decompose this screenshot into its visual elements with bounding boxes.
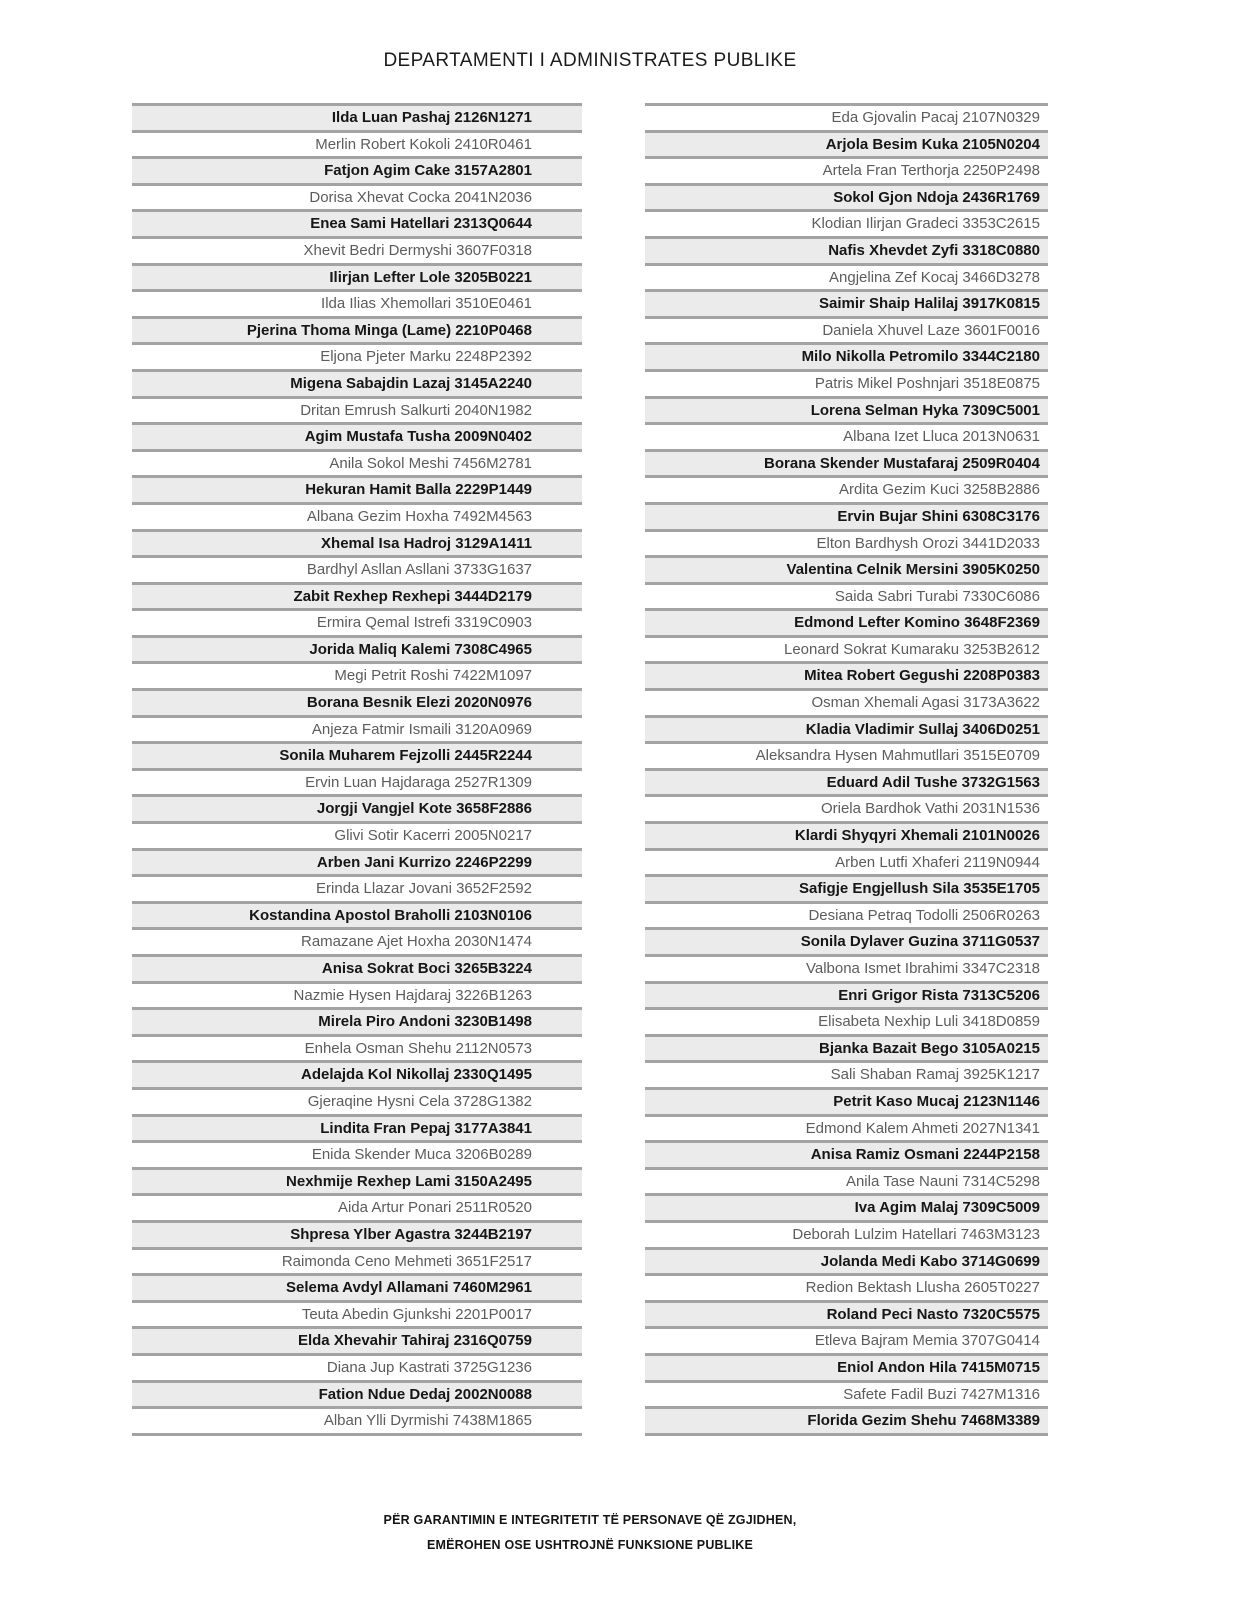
list-item: Ermira Qemal Istrefi 3319C0903 [132,608,582,635]
list-item: Roland Peci Nasto 7320C5575 [645,1300,1048,1327]
list-item: Glivi Sotir Kacerri 2005N0217 [132,821,582,848]
list-item: Jolanda Medi Kabo 3714G0699 [645,1247,1048,1274]
list-item: Iva Agim Malaj 7309C5009 [645,1193,1048,1220]
list-item: Klodian Ilirjan Gradeci 3353C2615 [645,209,1048,236]
list-item: Erinda Llazar Jovani 3652F2592 [132,874,582,901]
list-item: Anisa Ramiz Osmani 2244P2158 [645,1140,1048,1167]
list-item: Arjola Besim Kuka 2105N0204 [645,130,1048,157]
list-item: Redion Bektash Llusha 2605T0227 [645,1273,1048,1300]
list-item: Agim Mustafa Tusha 2009N0402 [132,422,582,449]
list-item: Lindita Fran Pepaj 3177A3841 [132,1114,582,1141]
list-item: Megi Petrit Roshi 7422M1097 [132,661,582,688]
list-item: Hekuran Hamit Balla 2229P1449 [132,475,582,502]
list-item: Valentina Celnik Mersini 3905K0250 [645,555,1048,582]
list-item: Sokol Gjon Ndoja 2436R1769 [645,183,1048,210]
list-item: Elda Xhevahir Tahiraj 2316Q0759 [132,1326,582,1353]
list-item: Xhemal Isa Hadroj 3129A1411 [132,529,582,556]
list-item: Bardhyl Asllan Asllani 3733G1637 [132,555,582,582]
list-item: Sonila Muharem Fejzolli 2445R2244 [132,741,582,768]
list-item: Angjelina Zef Kocaj 3466D3278 [645,263,1048,290]
list-item: Enri Grigor Rista 7313C5206 [645,981,1048,1008]
list-item: Albana Gezim Hoxha 7492M4563 [132,502,582,529]
list-item: Desiana Petraq Todolli 2506R0263 [645,901,1048,928]
list-item: Ilda Luan Pashaj 2126N1271 [132,103,582,130]
list-item: Anila Sokol Meshi 7456M2781 [132,449,582,476]
list-item: Alban Ylli Dyrmishi 7438M1865 [132,1406,582,1433]
list-item: Eduard Adil Tushe 3732G1563 [645,768,1048,795]
list-item: Bjanka Bazait Bego 3105A0215 [645,1034,1048,1061]
list-item: Teuta Abedin Gjunkshi 2201P0017 [132,1300,582,1327]
list-item: Borana Besnik Elezi 2020N0976 [132,688,582,715]
list-item: Jorida Maliq Kalemi 7308C4965 [132,635,582,662]
list-item: Selema Avdyl Allamani 7460M2961 [132,1273,582,1300]
list-item: Diana Jup Kastrati 3725G1236 [132,1353,582,1380]
list-item: Anila Tase Nauni 7314C5298 [645,1167,1048,1194]
list-item: Arben Jani Kurrizo 2246P2299 [132,848,582,875]
list-item: Valbona Ismet Ibrahimi 3347C2318 [645,954,1048,981]
list-item: Enhela Osman Shehu 2112N0573 [132,1034,582,1061]
list-item: Borana Skender Mustafaraj 2509R0404 [645,449,1048,476]
list-item: Saimir Shaip Halilaj 3917K0815 [645,289,1048,316]
list-item: Elton Bardhysh Orozi 3441D2033 [645,529,1048,556]
list-item: Deborah Lulzim Hatellari 7463M3123 [645,1220,1048,1247]
list-item: Saida Sabri Turabi 7330C6086 [645,582,1048,609]
list-item: Pjerina Thoma Minga (Lame) 2210P0468 [132,316,582,343]
list-item: Anisa Sokrat Boci 3265B3224 [132,954,582,981]
list-item: Milo Nikolla Petromilo 3344C2180 [645,342,1048,369]
list-item: Enida Skender Muca 3206B0289 [132,1140,582,1167]
list-item: Gjeraqine Hysni Cela 3728G1382 [132,1087,582,1114]
list-item: Dritan Emrush Salkurti 2040N1982 [132,396,582,423]
list-item: Migena Sabajdin Lazaj 3145A2240 [132,369,582,396]
list-item: Lorena Selman Hyka 7309C5001 [645,396,1048,423]
list-item: Ardita Gezim Kuci 3258B2886 [645,475,1048,502]
list-item: Eniol Andon Hila 7415M0715 [645,1353,1048,1380]
list-item: Florida Gezim Shehu 7468M3389 [645,1406,1048,1433]
list-item: Petrit Kaso Mucaj 2123N1146 [645,1087,1048,1114]
list-item: Jorgji Vangjel Kote 3658F2886 [132,794,582,821]
list-item: Eljona Pjeter Marku 2248P2392 [132,342,582,369]
list-item: Ilirjan Lefter Lole 3205B0221 [132,263,582,290]
list-item: Anjeza Fatmir Ismaili 3120A0969 [132,715,582,742]
list-item: Dorisa Xhevat Cocka 2041N2036 [132,183,582,210]
footer-note-line-2: EMËROHEN OSE USHTROJNË FUNKSIONE PUBLIKE [426,1538,754,1552]
list-item: Arben Lutfi Xhaferi 2119N0944 [645,848,1048,875]
list-item: Adelajda Kol Nikollaj 2330Q1495 [132,1060,582,1087]
list-item: Safete Fadil Buzi 7427M1316 [645,1380,1048,1407]
list-item: Ramazane Ajet Hoxha 2030N1474 [132,927,582,954]
list-item: Fation Ndue Dedaj 2002N0088 [132,1380,582,1407]
list-item: Ilda Ilias Xhemollari 3510E0461 [132,289,582,316]
list-item: Nexhmije Rexhep Lami 3150A2495 [132,1167,582,1194]
footer-note-line-1: PËR GARANTIMIN E INTEGRITETIT TË PERSONAVE QË ZGJIDHEN, [383,1513,797,1527]
list-item: Leonard Sokrat Kumaraku 3253B2612 [645,635,1048,662]
list-item: Albana Izet Lluca 2013N0631 [645,422,1048,449]
list-item: Shpresa Ylber Agastra 3244B2197 [132,1220,582,1247]
list-item: Enea Sami Hatellari 2313Q0644 [132,209,582,236]
left-column [132,103,582,1436]
list-item: Etleva Bajram Memia 3707G0414 [645,1326,1048,1353]
list-item: Kladia Vladimir Sullaj 3406D0251 [645,715,1048,742]
list-item: Klardi Shyqyri Xhemali 2101N0026 [645,821,1048,848]
list-item: Eda Gjovalin Pacaj 2107N0329 [645,103,1048,130]
list-item: Edmond Kalem Ahmeti 2027N1341 [645,1114,1048,1141]
list-item: Elisabeta Nexhip Luli 3418D0859 [645,1007,1048,1034]
footer-note [132,1508,1048,1558]
list-item: Fatjon Agim Cake 3157A2801 [132,156,582,183]
list-item: Edmond Lefter Komino 3648F2369 [645,608,1048,635]
list-item: Mitea Robert Gegushi 2208P0383 [645,661,1048,688]
list-item: Osman Xhemali Agasi 3173A3622 [645,688,1048,715]
list-item: Patris Mikel Poshnjari 3518E0875 [645,369,1048,396]
list-item: Ervin Luan Hajdaraga 2527R1309 [132,768,582,795]
right-column [645,103,1048,1436]
list-item: Kostandina Apostol Braholli 2103N0106 [132,901,582,928]
list-item: Ervin Bujar Shini 6308C3176 [645,502,1048,529]
list-item: Nafis Xhevdet Zyfi 3318C0880 [645,236,1048,263]
list-item: Merlin Robert Kokoli 2410R0461 [132,130,582,157]
list-item: Nazmie Hysen Hajdaraj 3226B1263 [132,981,582,1008]
list-item: Oriela Bardhok Vathi 2031N1536 [645,794,1048,821]
list-item: Sali Shaban Ramaj 3925K1217 [645,1060,1048,1087]
list-item: Artela Fran Terthorja 2250P2498 [645,156,1048,183]
list-item: Aida Artur Ponari 2511R0520 [132,1193,582,1220]
list-item: Daniela Xhuvel Laze 3601F0016 [645,316,1048,343]
list-item: Raimonda Ceno Mehmeti 3651F2517 [132,1247,582,1274]
list-item: Mirela Piro Andoni 3230B1498 [132,1007,582,1034]
list-item: Aleksandra Hysen Mahmutllari 3515E0709 [645,741,1048,768]
list-item: Xhevit Bedri Dermyshi 3607F0318 [132,236,582,263]
list-item: Sonila Dylaver Guzina 3711G0537 [645,927,1048,954]
list-item: Safigje Engjellush Sila 3535E1705 [645,874,1048,901]
list-item: Zabit Rexhep Rexhepi 3444D2179 [132,582,582,609]
page-title: DEPARTAMENTI I ADMINISTRATES PUBLIKE [383,50,797,71]
